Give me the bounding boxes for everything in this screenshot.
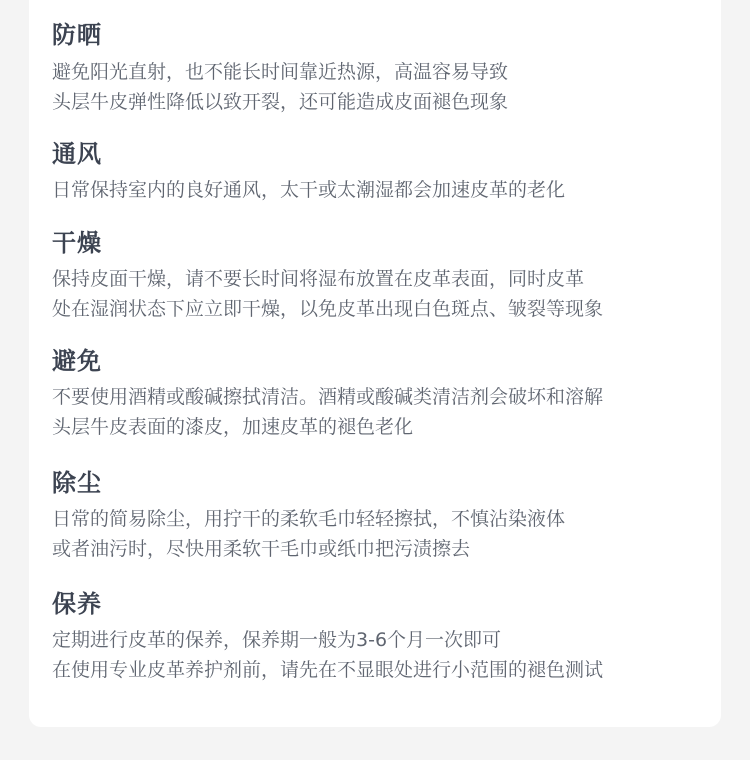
section-text-line: 定期进行皮革的保养，保养期一般为3-6个月一次即可 [52, 629, 502, 651]
section-title: 防晒 [52, 21, 102, 49]
section-title: 通风 [52, 140, 102, 168]
section-text-line: 避免阳光直射，也不能长时间靠近热源，高温容易导致 [52, 61, 509, 83]
section-maintenance [52, 589, 712, 685]
section-title: 避免 [52, 347, 102, 375]
section-dryness [52, 228, 712, 324]
section-text-line: 在使用专业皮革养护剂前，请先在不显眼处进行小范围的褪色测试 [52, 659, 604, 681]
section-text-line: 日常保持室内的良好通风，太干或太潮湿都会加速皮革的老化 [52, 179, 566, 201]
section-sun-protection [52, 20, 712, 117]
section-text-line: 头层牛皮表面的漆皮，加速皮革的褪色老化 [52, 416, 414, 438]
section-text-line: 处在湿润状态下应立即干燥，以免皮革出现白色斑点、皱裂等现象 [52, 298, 604, 320]
section-title: 保养 [52, 590, 102, 618]
section-text-line: 不要使用酒精或酸碱擦拭清洁。酒精或酸碱类清洁剂会破坏和溶解 [52, 386, 604, 408]
section-avoid [52, 346, 712, 442]
section-title: 干燥 [52, 229, 102, 257]
section-ventilation [52, 139, 712, 205]
section-text-line: 或者油污时，尽快用柔软干毛巾或纸巾把污渍擦去 [52, 538, 471, 560]
section-dust-removal [52, 468, 712, 564]
section-text-line: 保持皮面干燥，请不要长时间将湿布放置在皮革表面，同时皮革 [52, 268, 585, 290]
section-text-line: 头层牛皮弹性降低以致开裂，还可能造成皮面褪色现象 [52, 91, 509, 113]
section-title: 除尘 [52, 469, 102, 497]
section-text-line: 日常的简易除尘，用拧干的柔软毛巾轻轻擦拭，不慎沾染液体 [52, 508, 566, 530]
